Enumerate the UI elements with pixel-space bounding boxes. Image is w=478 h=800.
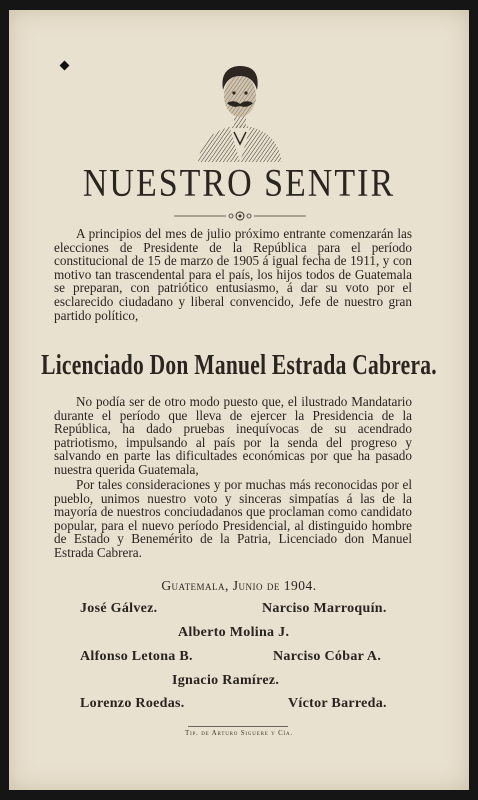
printer-rule [188,726,288,727]
document-title: NUESTRO SENTIR [82,162,396,205]
paragraph-intro: A principios del mes de julio próximo entrante comenzarán las elecciones de Presidente de la República para el período constitucional de 15 de marzo de 1905 á igual fecha de 1911, y con motivo tan trascendental para el país, los hijos todos de Guatemala se preparan, con patriótico entusiasmo, á dar su voto por el esclarecido ciudadano y liberal convencido, Jefe de nuestro gran partido político, [54,226,412,323]
ornament-divider [170,210,310,222]
candidate-name: Licenciado Don Manuel Estrada Cabrera. [41,350,437,381]
printer-imprint: Tip. de Arturo Siguere y Cía. [185,729,293,737]
signatory: Lorenzo Roedas. [80,696,185,711]
signatory: Alberto Molina J. [178,625,290,640]
signatory: Narciso Marroquín. [262,601,387,616]
paragraph-praise: No podía ser de otro modo puesto que, el ilustrado Mandatario durante el período que lleva de ejercer la Presidencia de la República, ha dado pruebas inequívocas de su acendrado patriotismo, impulsando al país por la senda del progreso y salvando en parte las dificultades económicas por que ha pasado nuestra querida Guatemala, [54,394,412,477]
signatory: Víctor Barreda. [288,696,387,711]
portrait-engraving [190,52,290,162]
signatory: José Gálvez. [80,601,158,616]
signatory: Narciso Cóbar A. [273,649,382,664]
dateline: Guatemala, Junio de 1904. [161,578,317,593]
signatory: Ignacio Ramírez. [172,673,280,688]
signatory: Alfonso Letona B. [80,649,193,664]
paragraph-endorsement: Por tales consideraciones y por muchas más reconocidas por el pueblo, unimos nuestro voto y sinceras simpatías á las de la mayoría de nuestros conciudadanos que proclaman como candidato popular, para el nuevo período Presidencial, al distinguido hombre de Estado y Benemérito de la Patria, Licenciado don Manuel Estrada Cabrera. [54,477,412,560]
